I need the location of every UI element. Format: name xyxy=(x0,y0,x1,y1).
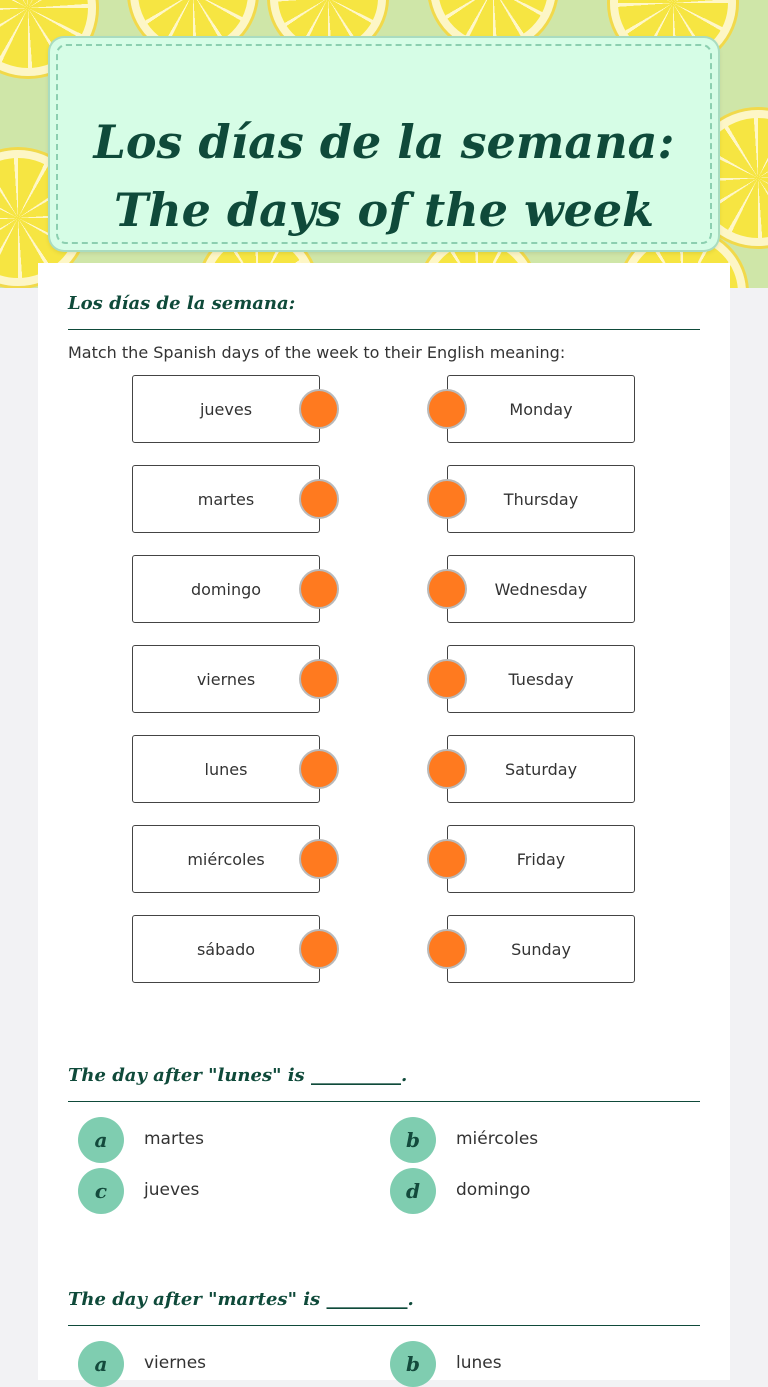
match-card-label: martes xyxy=(197,489,255,509)
match-card-label: domingo xyxy=(190,579,262,599)
match-card-english[interactable] xyxy=(447,825,635,893)
match-card-spanish[interactable] xyxy=(132,375,320,443)
option-letter-badge[interactable]: c xyxy=(78,1168,124,1214)
match-connector-dot[interactable] xyxy=(427,659,467,699)
match-connector-dot[interactable] xyxy=(427,479,467,519)
match-card-spanish[interactable] xyxy=(132,555,320,623)
matching-instruction: Match the Spanish days of the week to their English meaning: xyxy=(68,343,566,362)
question-prompt: The day after "martes" is _________. xyxy=(68,1289,414,1310)
match-card-label: Friday xyxy=(516,849,566,869)
section-divider xyxy=(68,329,700,330)
match-card-label: Monday xyxy=(509,399,573,419)
option-letter-badge[interactable]: d xyxy=(390,1168,436,1214)
worksheet xyxy=(38,263,730,1380)
page-title-line-2: The days of the week xyxy=(113,183,655,237)
match-connector-dot[interactable] xyxy=(427,839,467,879)
match-card-label: sábado xyxy=(196,939,256,959)
option-text[interactable]: domingo xyxy=(456,1180,531,1200)
match-card-english[interactable] xyxy=(447,735,635,803)
matching-section-title: Los días de la semana: xyxy=(68,293,296,314)
match-card-spanish[interactable] xyxy=(132,825,320,893)
option-text[interactable]: lunes xyxy=(456,1353,502,1373)
match-card-spanish[interactable] xyxy=(132,735,320,803)
match-card-label: Wednesday xyxy=(494,579,588,599)
page-title xyxy=(50,108,718,244)
match-card-spanish[interactable] xyxy=(132,465,320,533)
match-card-english[interactable] xyxy=(447,555,635,623)
section-divider xyxy=(68,1325,700,1326)
match-card-label: jueves xyxy=(199,399,253,419)
option-text[interactable]: jueves xyxy=(144,1180,200,1200)
match-card-label: Saturday xyxy=(504,759,578,779)
page-title-line-1: Los días de la semana: xyxy=(93,115,675,169)
match-connector-dot[interactable] xyxy=(299,749,339,789)
match-connector-dot[interactable] xyxy=(299,479,339,519)
match-connector-dot[interactable] xyxy=(299,659,339,699)
match-card-label: Sunday xyxy=(511,939,571,959)
section-divider xyxy=(68,1101,700,1102)
title-card xyxy=(50,38,718,250)
match-connector-dot[interactable] xyxy=(299,389,339,429)
header-banner xyxy=(0,0,768,288)
option-text[interactable]: viernes xyxy=(144,1353,207,1373)
match-card-english[interactable] xyxy=(447,915,635,983)
match-connector-dot[interactable] xyxy=(427,929,467,969)
match-connector-dot[interactable] xyxy=(299,929,339,969)
match-connector-dot[interactable] xyxy=(427,749,467,789)
option-text[interactable]: martes xyxy=(144,1129,204,1149)
match-card-label: viernes xyxy=(196,669,256,689)
option-letter-badge[interactable]: b xyxy=(390,1341,436,1387)
match-card-label: Thursday xyxy=(503,489,579,509)
option-letter-badge[interactable]: b xyxy=(390,1117,436,1163)
match-card-spanish[interactable] xyxy=(132,645,320,713)
question-prompt: The day after "lunes" is __________. xyxy=(68,1065,408,1086)
match-card-english[interactable] xyxy=(447,645,635,713)
match-card-english[interactable] xyxy=(447,465,635,533)
match-connector-dot[interactable] xyxy=(427,569,467,609)
option-letter-badge[interactable]: a xyxy=(78,1117,124,1163)
match-card-label: lunes xyxy=(204,759,248,779)
match-card-english[interactable] xyxy=(447,375,635,443)
match-connector-dot[interactable] xyxy=(299,569,339,609)
match-connector-dot[interactable] xyxy=(299,839,339,879)
match-connector-dot[interactable] xyxy=(427,389,467,429)
option-letter-badge[interactable]: a xyxy=(78,1341,124,1387)
match-card-label: Tuesday xyxy=(508,669,574,689)
match-card-spanish[interactable] xyxy=(132,915,320,983)
match-card-label: miércoles xyxy=(187,849,265,869)
option-text[interactable]: miércoles xyxy=(456,1129,539,1149)
